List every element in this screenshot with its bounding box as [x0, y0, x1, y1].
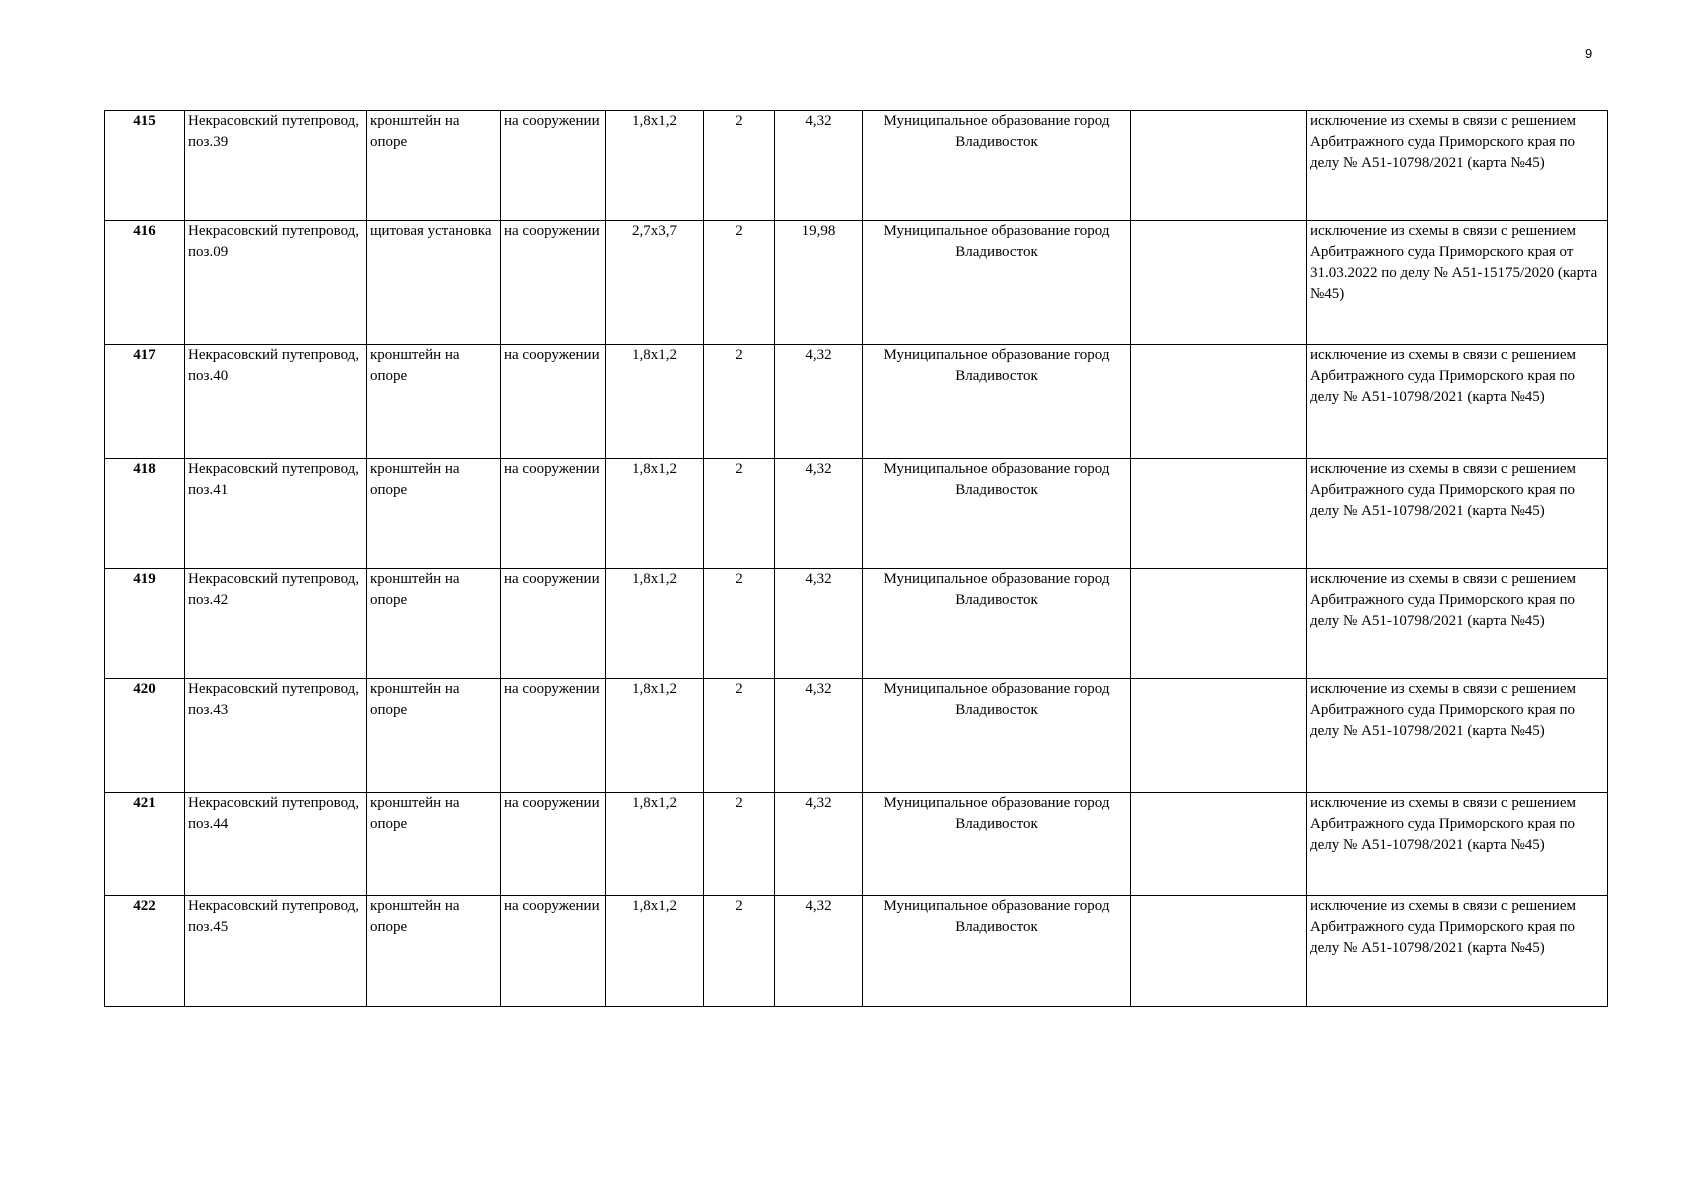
row-number: 419 — [105, 569, 185, 679]
placement-cell: на сооружении — [501, 111, 606, 221]
extra-cell — [1131, 111, 1307, 221]
construction-type-cell: кронштейн на опоре — [367, 679, 501, 793]
placement-cell: на сооружении — [501, 793, 606, 896]
row-number: 422 — [105, 896, 185, 1007]
note-cell: исключение из схемы в связи с решением Арбитражного суда Приморского края по делу № А51-10798/2021 (карта №45) — [1307, 569, 1608, 679]
sides-cell: 2 — [704, 793, 775, 896]
location-cell: Некрасовский путепровод, поз.40 — [185, 345, 367, 459]
size-cell: 2,7x3,7 — [606, 221, 704, 345]
placement-cell: на сооружении — [501, 896, 606, 1007]
extra-cell — [1131, 896, 1307, 1007]
construction-type-cell: кронштейн на опоре — [367, 896, 501, 1007]
note-cell: исключение из схемы в связи с решением Арбитражного суда Приморского края по делу № А51-10798/2021 (карта №45) — [1307, 896, 1608, 1007]
location-cell: Некрасовский путепровод, поз.42 — [185, 569, 367, 679]
extra-cell — [1131, 569, 1307, 679]
note-cell: исключение из схемы в связи с решением Арбитражного суда Приморского края от 31.03.2022 по делу № А51-15175/2020 (карта №45) — [1307, 221, 1608, 345]
owner-cell: Муниципальное образование город Владивосток — [863, 569, 1131, 679]
extra-cell — [1131, 221, 1307, 345]
location-cell: Некрасовский путепровод, поз.43 — [185, 679, 367, 793]
construction-type-cell: кронштейн на опоре — [367, 459, 501, 569]
owner-cell: Муниципальное образование город Владивосток — [863, 345, 1131, 459]
size-cell: 1,8x1,2 — [606, 111, 704, 221]
row-number: 417 — [105, 345, 185, 459]
sides-cell: 2 — [704, 345, 775, 459]
construction-type-cell: кронштейн на опоре — [367, 569, 501, 679]
area-cell: 4,32 — [775, 111, 863, 221]
location-cell: Некрасовский путепровод, поз.44 — [185, 793, 367, 896]
row-number: 415 — [105, 111, 185, 221]
sides-cell: 2 — [704, 569, 775, 679]
sides-cell: 2 — [704, 221, 775, 345]
extra-cell — [1131, 793, 1307, 896]
sides-cell: 2 — [704, 896, 775, 1007]
note-cell: исключение из схемы в связи с решением Арбитражного суда Приморского края по делу № А51-10798/2021 (карта №45) — [1307, 679, 1608, 793]
size-cell: 1,8x1,2 — [606, 896, 704, 1007]
table-row — [105, 459, 1608, 569]
page-number: 9 — [1585, 46, 1593, 61]
construction-type-cell: кронштейн на опоре — [367, 111, 501, 221]
placement-cell: на сооружении — [501, 345, 606, 459]
table-body — [105, 111, 1608, 1007]
table-row — [105, 793, 1608, 896]
size-cell: 1,8x1,2 — [606, 345, 704, 459]
table-row — [105, 345, 1608, 459]
placement-cell: на сооружении — [501, 459, 606, 569]
row-number: 418 — [105, 459, 185, 569]
owner-cell: Муниципальное образование город Владивосток — [863, 459, 1131, 569]
area-cell: 4,32 — [775, 569, 863, 679]
size-cell: 1,8x1,2 — [606, 459, 704, 569]
table-row — [105, 569, 1608, 679]
area-cell: 4,32 — [775, 793, 863, 896]
sides-cell: 2 — [704, 111, 775, 221]
note-cell: исключение из схемы в связи с решением Арбитражного суда Приморского края по делу № А51-10798/2021 (карта №45) — [1307, 111, 1608, 221]
size-cell: 1,8x1,2 — [606, 679, 704, 793]
note-cell: исключение из схемы в связи с решением Арбитражного суда Приморского края по делу № А51-10798/2021 (карта №45) — [1307, 793, 1608, 896]
construction-type-cell: кронштейн на опоре — [367, 345, 501, 459]
extra-cell — [1131, 345, 1307, 459]
sides-cell: 2 — [704, 459, 775, 569]
table-row — [105, 221, 1608, 345]
location-cell: Некрасовский путепровод, поз.45 — [185, 896, 367, 1007]
area-cell: 4,32 — [775, 459, 863, 569]
table-row — [105, 679, 1608, 793]
size-cell: 1,8x1,2 — [606, 793, 704, 896]
table-row — [105, 896, 1608, 1007]
owner-cell: Муниципальное образование город Владивосток — [863, 896, 1131, 1007]
note-cell: исключение из схемы в связи с решением Арбитражного суда Приморского края по делу № А51-10798/2021 (карта №45) — [1307, 459, 1608, 569]
row-number: 420 — [105, 679, 185, 793]
sides-cell: 2 — [704, 679, 775, 793]
note-cell: исключение из схемы в связи с решением Арбитражного суда Приморского края по делу № А51-10798/2021 (карта №45) — [1307, 345, 1608, 459]
area-cell: 4,32 — [775, 896, 863, 1007]
table-row — [105, 111, 1608, 221]
owner-cell: Муниципальное образование город Владивосток — [863, 793, 1131, 896]
area-cell: 4,32 — [775, 679, 863, 793]
construction-type-cell: щитовая установка — [367, 221, 501, 345]
size-cell: 1,8x1,2 — [606, 569, 704, 679]
area-cell: 19,98 — [775, 221, 863, 345]
construction-type-cell: кронштейн на опоре — [367, 793, 501, 896]
registry-table — [104, 110, 1608, 1007]
extra-cell — [1131, 459, 1307, 569]
placement-cell: на сооружении — [501, 679, 606, 793]
row-number: 416 — [105, 221, 185, 345]
area-cell: 4,32 — [775, 345, 863, 459]
owner-cell: Муниципальное образование город Владивосток — [863, 221, 1131, 345]
owner-cell: Муниципальное образование город Владивосток — [863, 111, 1131, 221]
location-cell: Некрасовский путепровод, поз.41 — [185, 459, 367, 569]
extra-cell — [1131, 679, 1307, 793]
placement-cell: на сооружении — [501, 221, 606, 345]
owner-cell: Муниципальное образование город Владивосток — [863, 679, 1131, 793]
location-cell: Некрасовский путепровод, поз.09 — [185, 221, 367, 345]
location-cell: Некрасовский путепровод, поз.39 — [185, 111, 367, 221]
row-number: 421 — [105, 793, 185, 896]
placement-cell: на сооружении — [501, 569, 606, 679]
